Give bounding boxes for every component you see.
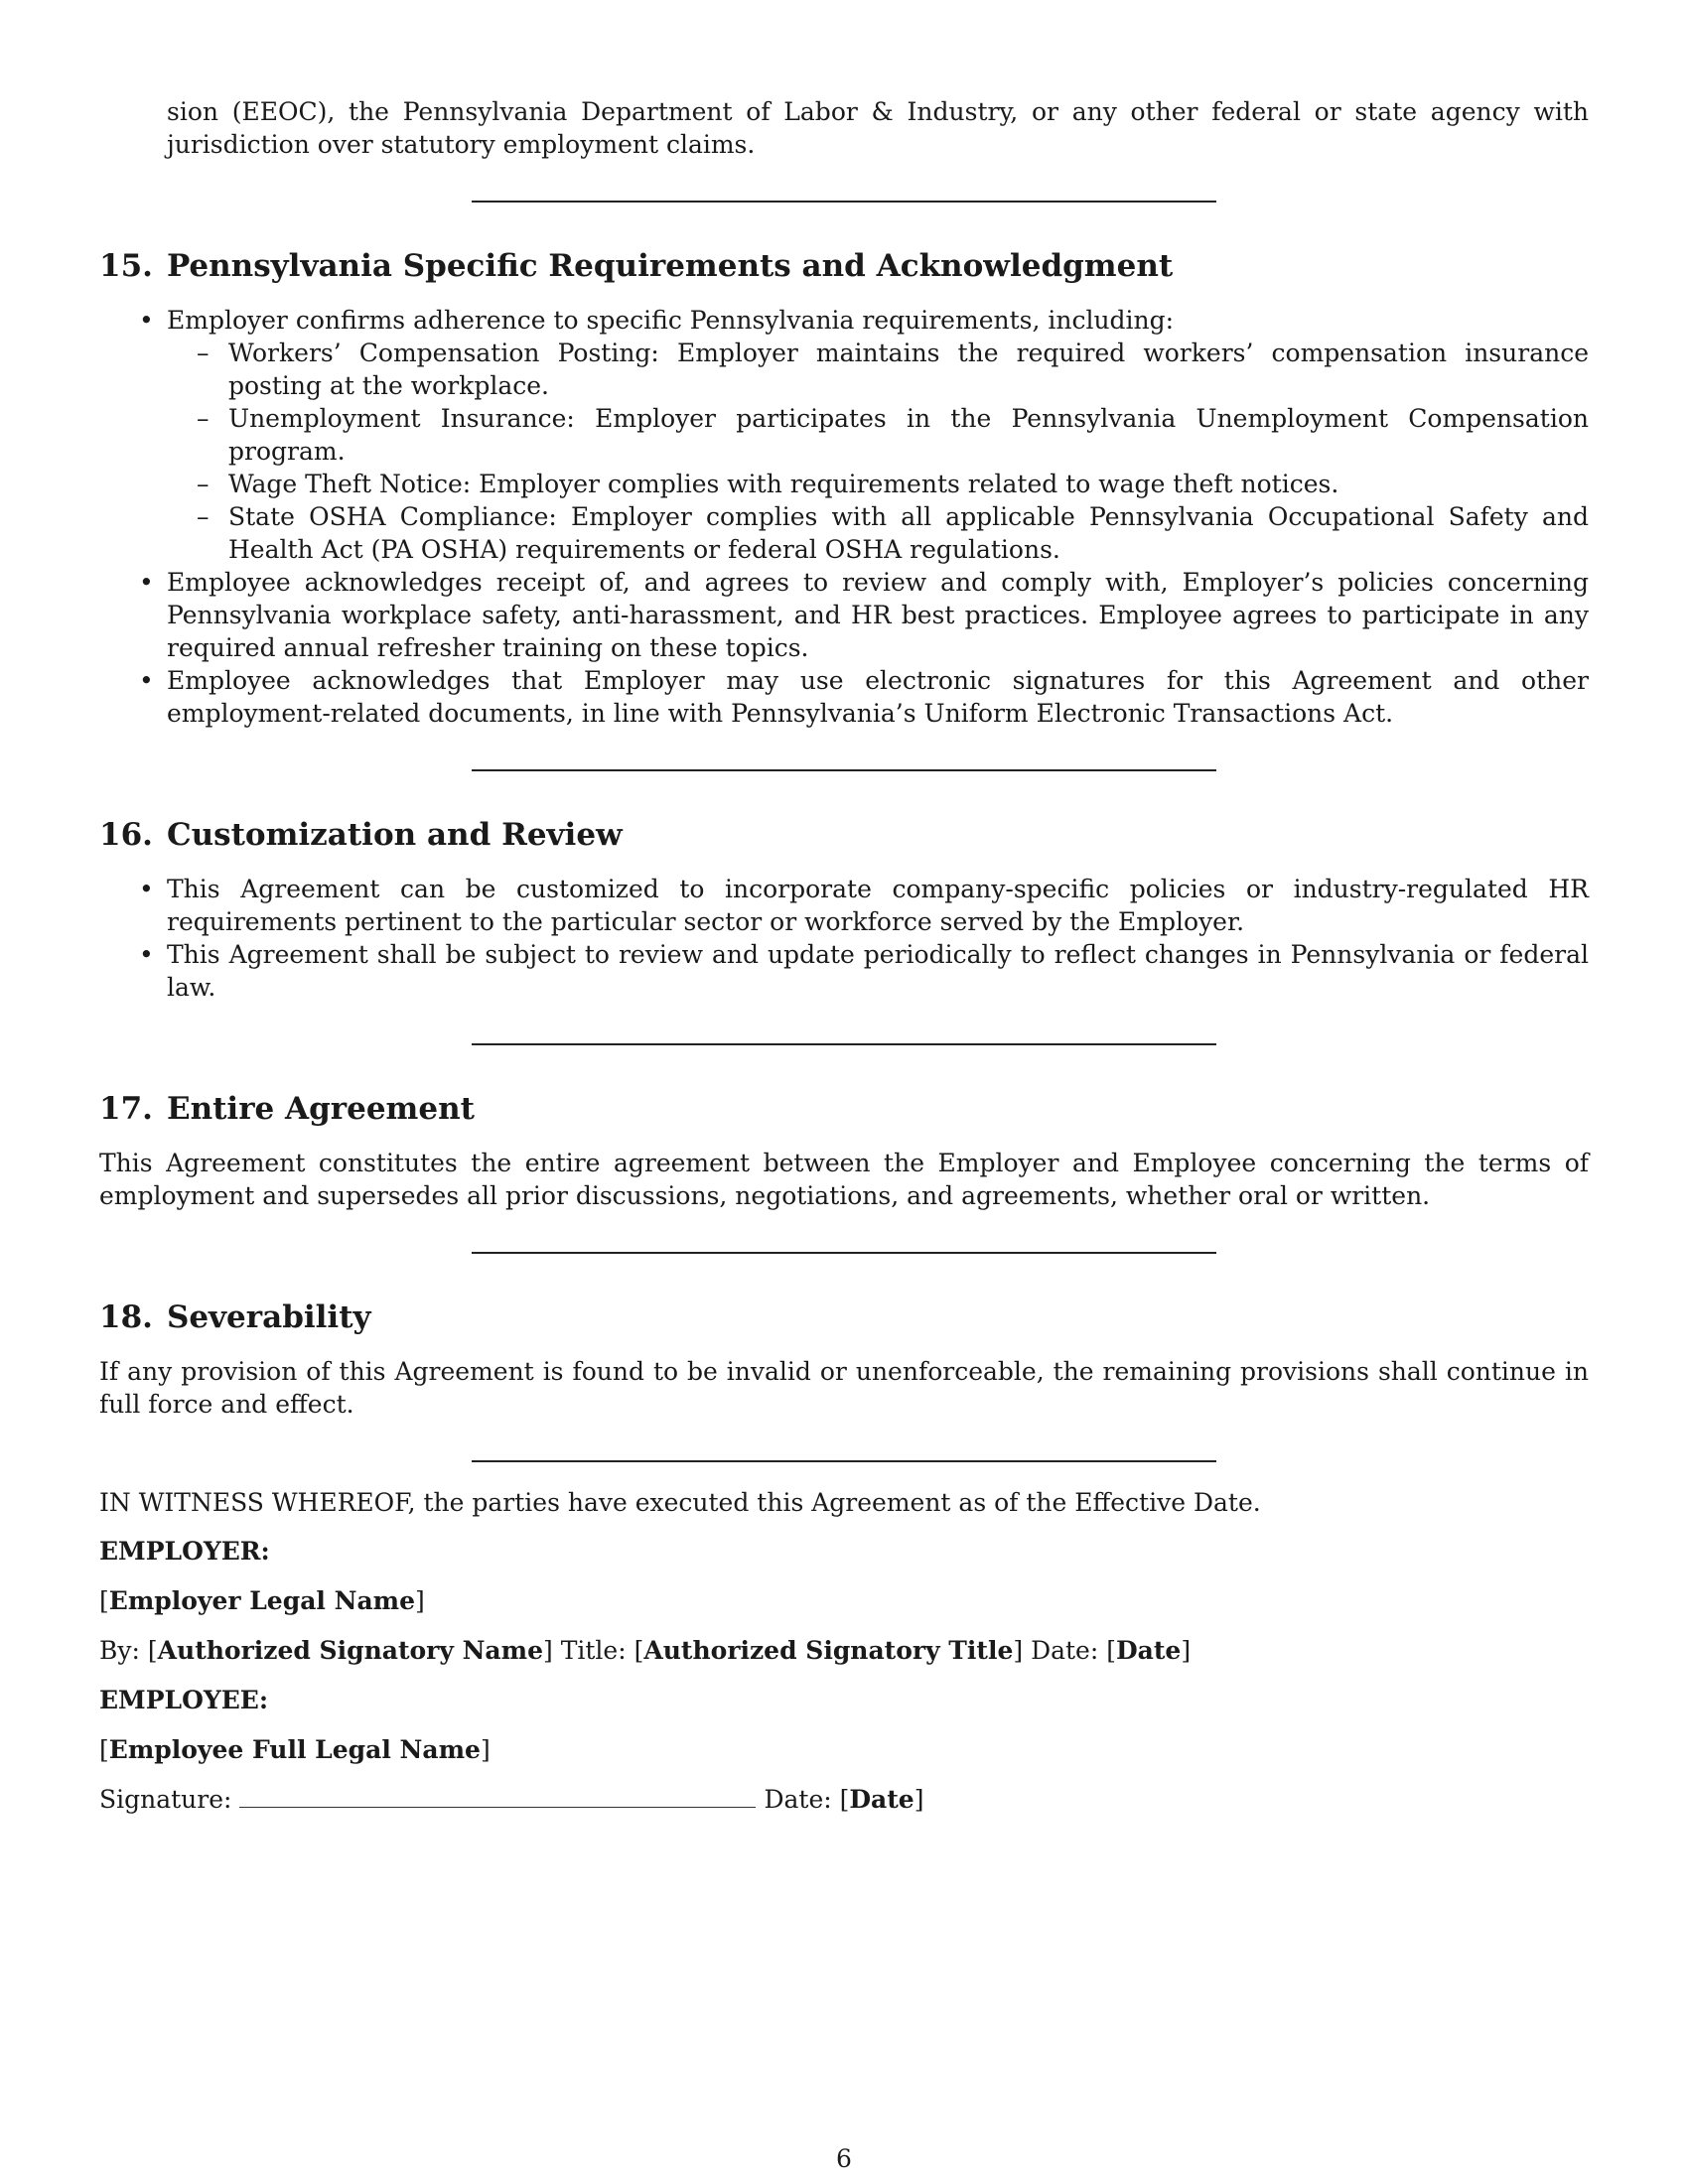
section-number: 16. bbox=[99, 817, 153, 853]
employer-heading: EMPLOYER: bbox=[99, 1537, 270, 1566]
sub-list-item: – Workers’ Compensation Posting: Employer maintains the required workers’ compensation insurance posting at the workplace. bbox=[167, 337, 1589, 402]
section-paragraph: This Agreement constitutes the entire agreement between the Employer and Employee concerning the terms of employment and supersedes all prior discussions, negotiations, and agreements, whether oral or written. bbox=[99, 1149, 1589, 1210]
section-title: Customization and Review bbox=[166, 817, 623, 853]
employer-name-placeholder: Employer Legal Name bbox=[108, 1586, 416, 1615]
section-15 bbox=[99, 246, 1589, 730]
section-number: 15. bbox=[99, 248, 153, 284]
employer-date-placeholder: Date bbox=[1115, 1636, 1182, 1665]
list-item: • Employee acknowledges receipt of, and agrees to review and comply with, Employer’s policies concerning Pennsylvania workplace safety, anti-harassment, and HR best practices. Employee agrees to participate in any required annual refresher training on these topics. bbox=[99, 566, 1589, 664]
section-number: 18. bbox=[99, 1299, 153, 1335]
page-number: 6 bbox=[836, 2144, 852, 2173]
signature-block bbox=[99, 1535, 1589, 1817]
employee-signature-line: Signature: Date: [Date] bbox=[99, 1785, 924, 1814]
section-18-heading bbox=[99, 1297, 1589, 1337]
signatory-name-placeholder: Authorized Signatory Name bbox=[157, 1636, 543, 1665]
section-18 bbox=[99, 1297, 1589, 1421]
list-item: • Employee acknowledges that Employer may use electronic signatures for this Agreement and other employment-related documents, in line with Pennsylvania’s Uniform Electronic Transactions Act. bbox=[99, 664, 1589, 730]
sub-list bbox=[167, 337, 1589, 566]
employee-date-placeholder: Date bbox=[849, 1785, 914, 1814]
list-item: • This Agreement shall be subject to review and update periodically to reflect changes in Pennsylvania or federal law. bbox=[99, 938, 1589, 1004]
section-16 bbox=[99, 815, 1589, 1004]
section-divider bbox=[472, 1460, 1216, 1462]
intro-continuation: sion (EEOC), the Pennsylvania Department of Labor & Industry, or any other federal or state agency with jurisdiction over statutory employment claims. bbox=[167, 97, 1589, 159]
signature-field[interactable] bbox=[239, 1785, 756, 1808]
document-page bbox=[99, 95, 1589, 1817]
section-title: Entire Agreement bbox=[166, 1091, 475, 1127]
section-17 bbox=[99, 1089, 1589, 1212]
employer-name-line: [Employer Legal Name] bbox=[99, 1586, 425, 1615]
employee-heading: EMPLOYEE: bbox=[99, 1686, 269, 1714]
section-divider bbox=[472, 201, 1216, 203]
section-divider bbox=[472, 769, 1216, 771]
employee-name-line: [Employee Full Legal Name] bbox=[99, 1735, 491, 1764]
section-16-heading bbox=[99, 815, 1589, 855]
list-item bbox=[99, 304, 1589, 566]
bullet-list bbox=[99, 304, 1589, 730]
employee-name-placeholder: Employee Full Legal Name bbox=[108, 1735, 481, 1764]
sub-list-item: – State OSHA Compliance: Employer complies with all applicable Pennsylvania Occupational Safety and Health Act (PA OSHA) requirements or federal OSHA regulations. bbox=[167, 500, 1589, 566]
section-divider bbox=[472, 1252, 1216, 1254]
section-number: 17. bbox=[99, 1091, 153, 1127]
section-17-heading bbox=[99, 1089, 1589, 1129]
section-title: Severability bbox=[166, 1299, 371, 1335]
sub-list-item: – Unemployment Insurance: Employer participates in the Pennsylvania Unemployment Compensation program. bbox=[167, 402, 1589, 468]
section-divider bbox=[472, 1043, 1216, 1045]
list-item: • This Agreement can be customized to incorporate company-specific policies or industry-regulated HR requirements pertinent to the particular sector or workforce served by the Employer. bbox=[99, 873, 1589, 938]
list-item-text: Employer confirms adherence to specific Pennsylvania requirements, including: bbox=[167, 306, 1175, 335]
section-paragraph: If any provision of this Agreement is found to be invalid or unenforceable, the remaining provisions shall continue in full force and effect. bbox=[99, 1357, 1589, 1419]
employer-signatory-line: By: [Authorized Signatory Name] Title: [Authorized Signatory Title] Date: [Date] bbox=[99, 1636, 1192, 1665]
signatory-title-placeholder: Authorized Signatory Title bbox=[643, 1636, 1014, 1665]
section-15-heading bbox=[99, 246, 1589, 286]
bullet-list bbox=[99, 873, 1589, 1004]
section-title: Pennsylvania Specific Requirements and Acknowledgment bbox=[166, 248, 1174, 284]
sub-list-item: – Wage Theft Notice: Employer complies with requirements related to wage theft notices. bbox=[167, 468, 1589, 500]
witness-statement: IN WITNESS WHEREOF, the parties have executed this Agreement as of the Effective Date. bbox=[99, 1488, 1261, 1517]
